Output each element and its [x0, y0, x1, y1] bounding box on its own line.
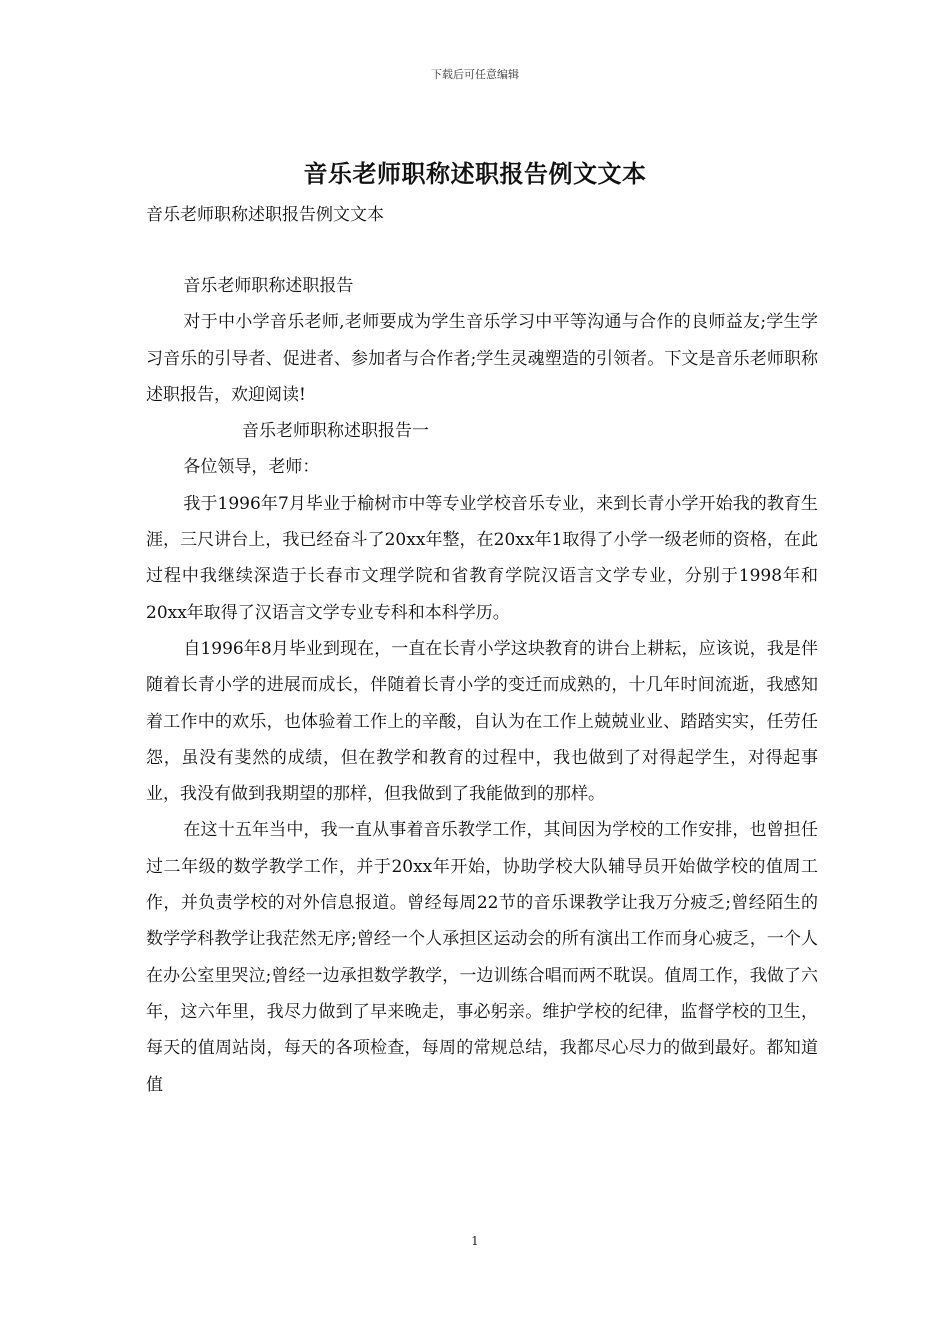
report-heading: 音乐老师职称述职报告一: [242, 421, 429, 442]
intro-paragraph: 对于中小学音乐老师,老师要成为学生音乐学习中平等沟通与合作的良师益友;学生学习音乐的引导者、促进者、参加者与合作者;学生灵魂塑造的引领者。下文是音乐老师职称述职报告，欢迎阅读!: [146, 312, 818, 405]
header-note: 下载后可任意编辑: [431, 68, 519, 81]
body-paragraph: 我于1996年7月毕业于榆树市中等专业学校音乐专业，来到长青小学开始我的教育生涯，三尺讲台上，我已经奋斗了20xx年整，在20xx年1取得了小学一级老师的资格，在此过程中我继续深造于长春市文理学院和省教育学院汉语言文学专业，分别于1998年和20xx年取得了汉语言文学专业专科和本科学历。: [146, 493, 818, 623]
document-title: 音乐老师职称述职报告例文文本: [303, 159, 647, 188]
document-subtitle: 音乐老师职称述职报告例文文本: [146, 205, 384, 225]
body-paragraph: 自1996年8月毕业到现在，一直在长青小学这块教育的讲台上耕耘，应该说，我是伴随着长青小学的进展而成长，伴随着长青小学的变迁而成熟的，十几年时间流逝，我感知着工作中的欢乐，也体验着工作上的辛酸，自认为在工作上兢兢业业、踏踏实实，任劳任怨，虽没有斐然的成绩，但在教学和教育的过程中，我也做到了对得起学生，对得起事业，我没有做到我期望的那样，但我做到了我能做到的那样。: [146, 638, 818, 805]
salutation: 各位领导，老师：: [183, 457, 320, 478]
section-heading: 音乐老师职称述职报告: [183, 276, 354, 296]
document-body: [146, 268, 818, 1103]
body-paragraph: 在这十五年当中，我一直从事着音乐教学工作，其间因为学校的工作安排，也曾担任过二年级的数学教学工作，并于20xx年开始，协助学校大队辅导员开始做学校的值周工作，并负责学校的对外信息报道。曾经每周22节的音乐课教学让我万分疲乏;曾经陌生的数学学科教学让我茫然无序;曾经一个人承担区运动会的所有演出工作而身心疲乏，一个人在办公室里哭泣;曾经一边承担数学教学，一边训练合唱而两不耽误。值周工作，我做了六年，这六年里，我尽力做到了早来晚走，事必躬亲。维护学校的纪律，监督学校的卫生，每天的值周站岗，每天的各项检查，每周的常规总结，我都尽心尽力的做到最好。都知道值: [146, 820, 818, 1095]
page-number: 1: [471, 1234, 479, 1248]
